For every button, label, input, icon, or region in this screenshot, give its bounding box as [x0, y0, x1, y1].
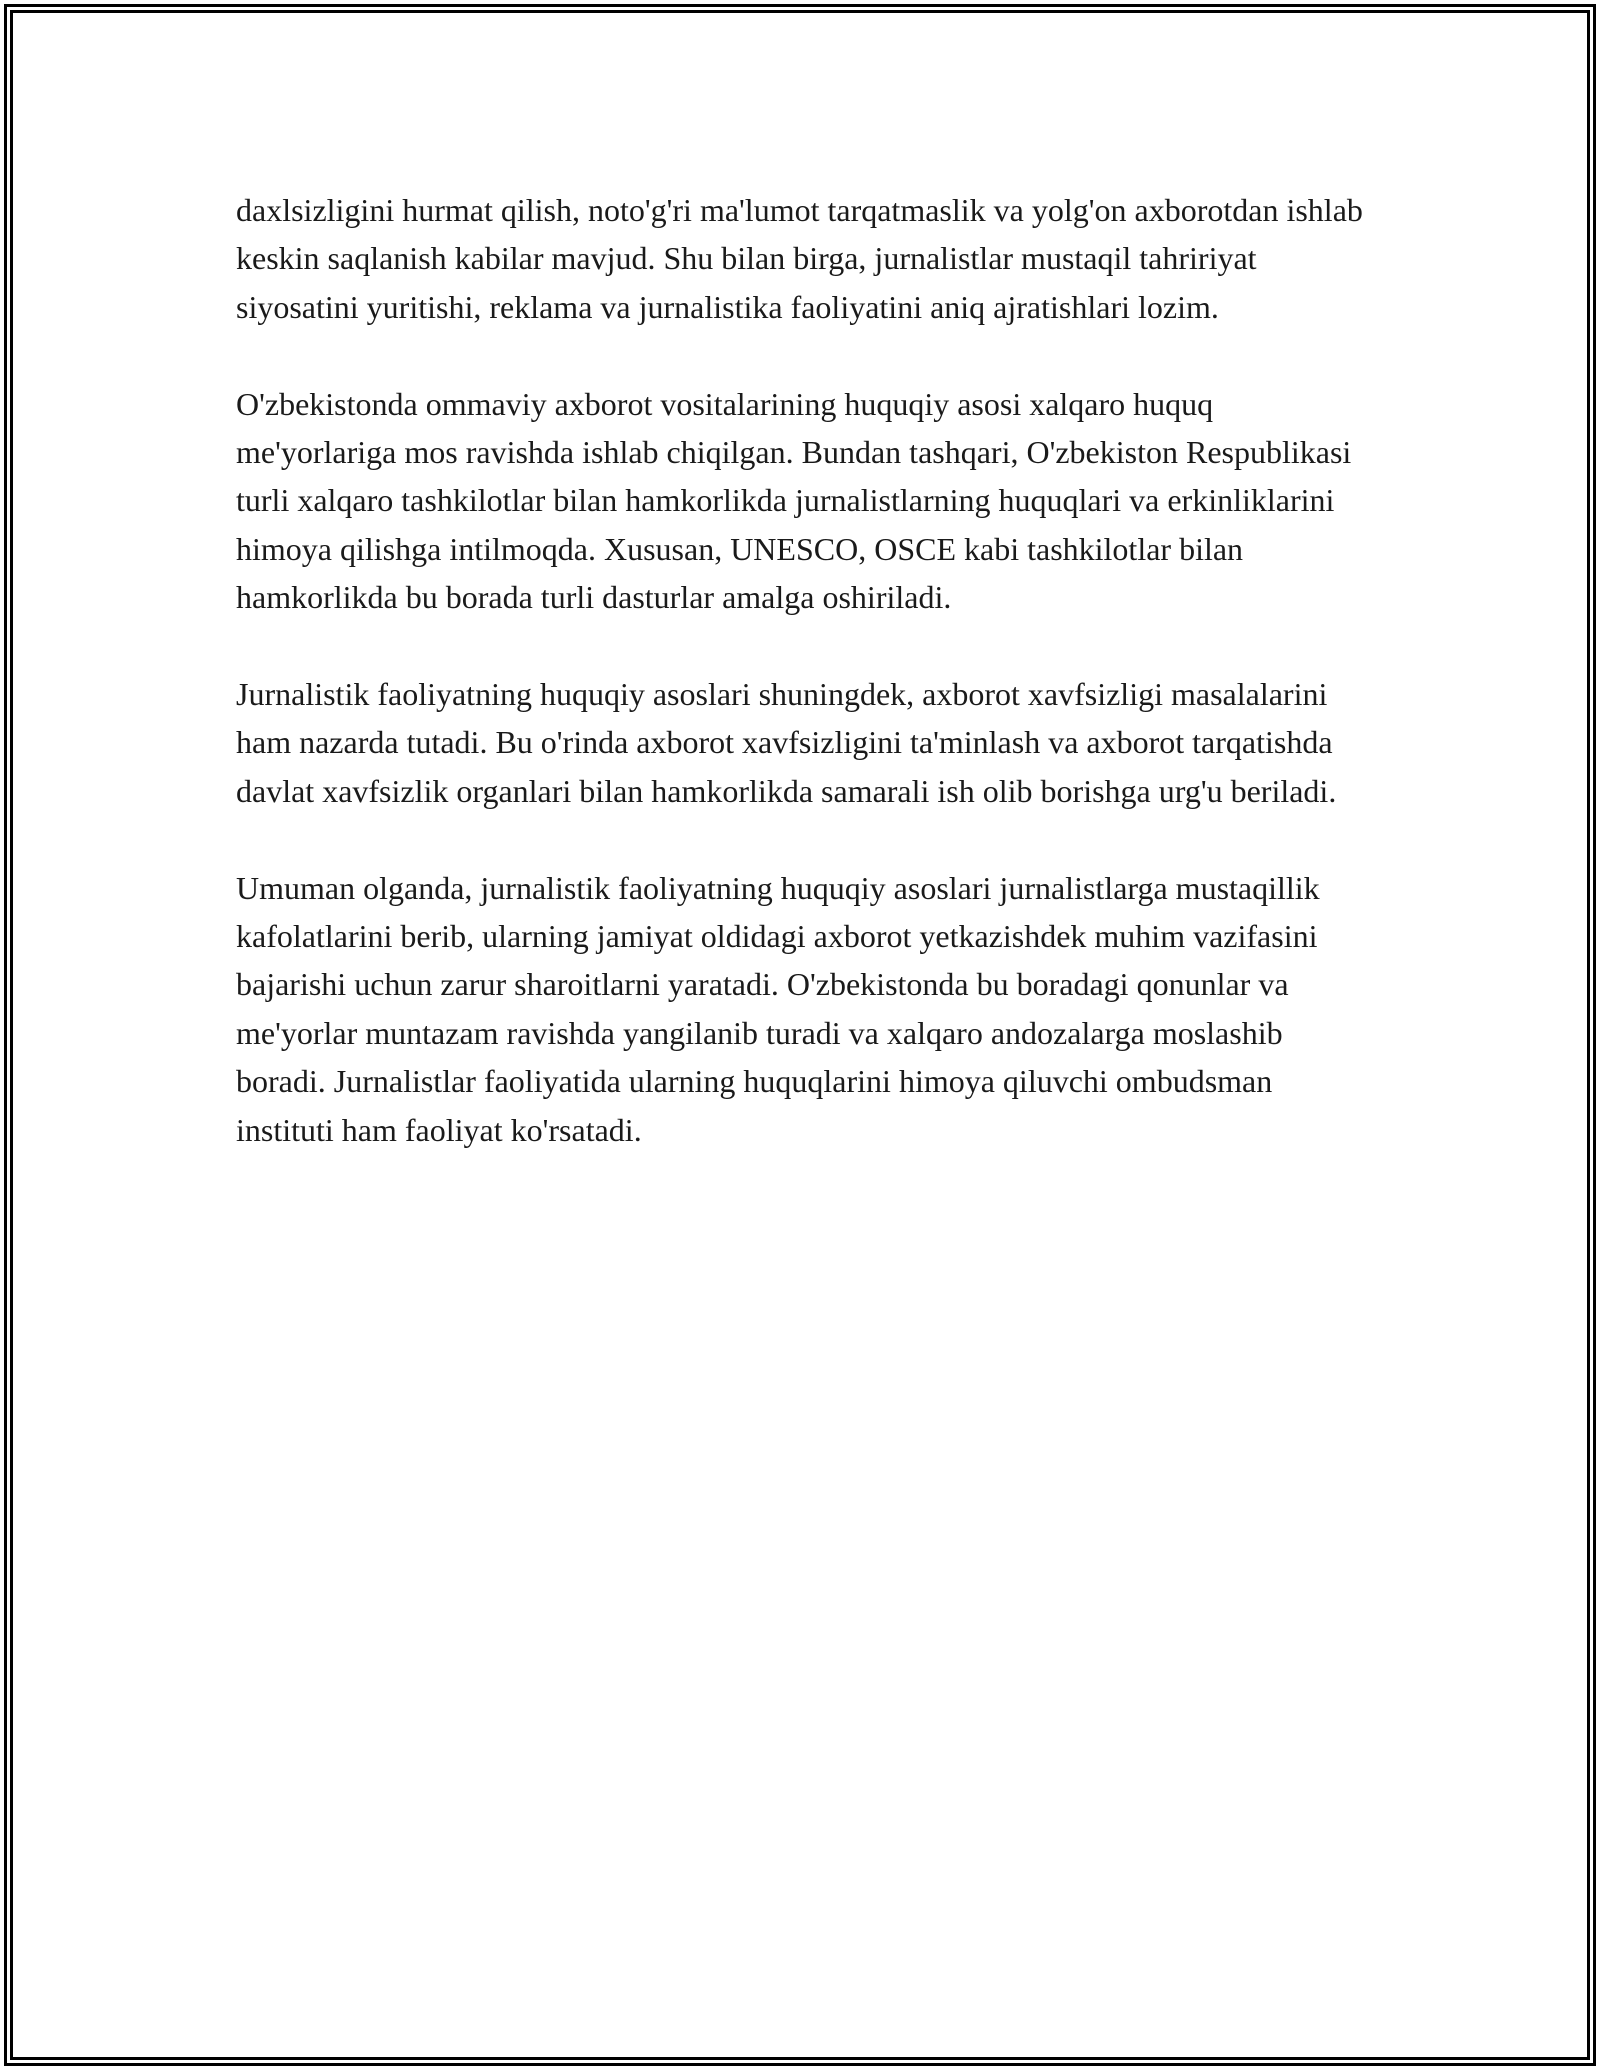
document-body — [236, 186, 1371, 1154]
paragraph-4: Umuman olganda, jurnalistik faoliyatning huquqiy asoslari jurnalistlarga mustaqillik kafolatlarini berib, ularning jamiyat oldidagi axborot yetkazishdek muhim vazifasini bajarishi uchun zarur sharoitlarni yaratadi. O'zbekistonda bu boradagi qonunlar va me'yorlar muntazam ravishda yangilanib turadi va xalqaro andozalarga moslashib boradi. Jurnalistlar faoliyatida ularning huquqlarini himoya qiluvchi ombudsman instituti ham faoliyat ko'rsatadi. — [236, 869, 1320, 1148]
paragraph-3: Jurnalistik faoliyatning huquqiy asoslari shuningdek, axborot xavfsizligi masalalarini ham nazarda tutadi. Bu o'rinda axborot xavfsizligini ta'minlash va axborot tarqatishda davlat xavfsizlik organlari bilan hamkorlikda samarali ish olib borishga urg'u beriladi. — [236, 676, 1337, 809]
paragraph-2: O'zbekistonda ommaviy axborot vositalarining huquqiy asosi xalqaro huquq me'yorlariga mos ravishda ishlab chiqilgan. Bundan tashqari, O'zbekiston Respublikasi turli xalqaro tashkilotlar bilan hamkorlikda jurnalistlarning huquqlari va erkinliklarini himoya qilishga intilmoqda. Xususan, UNESCO, OSCE kabi tashkilotlar bilan hamkorlikda bu borada turli dasturlar amalga oshiriladi. — [236, 385, 1352, 616]
paragraph-1: daxlsizligini hurmat qilish, noto'g'ri ma'lumot tarqatmaslik va yolg'on axborotdan ishlab keskin saqlanish kabilar mavjud. Shu bilan birga, jurnalistlar mustaqil tahririyat siyosatini yuritishi, reklama va jurnalistika faoliyatini aniq ajratishlari lozim. — [236, 192, 1363, 325]
